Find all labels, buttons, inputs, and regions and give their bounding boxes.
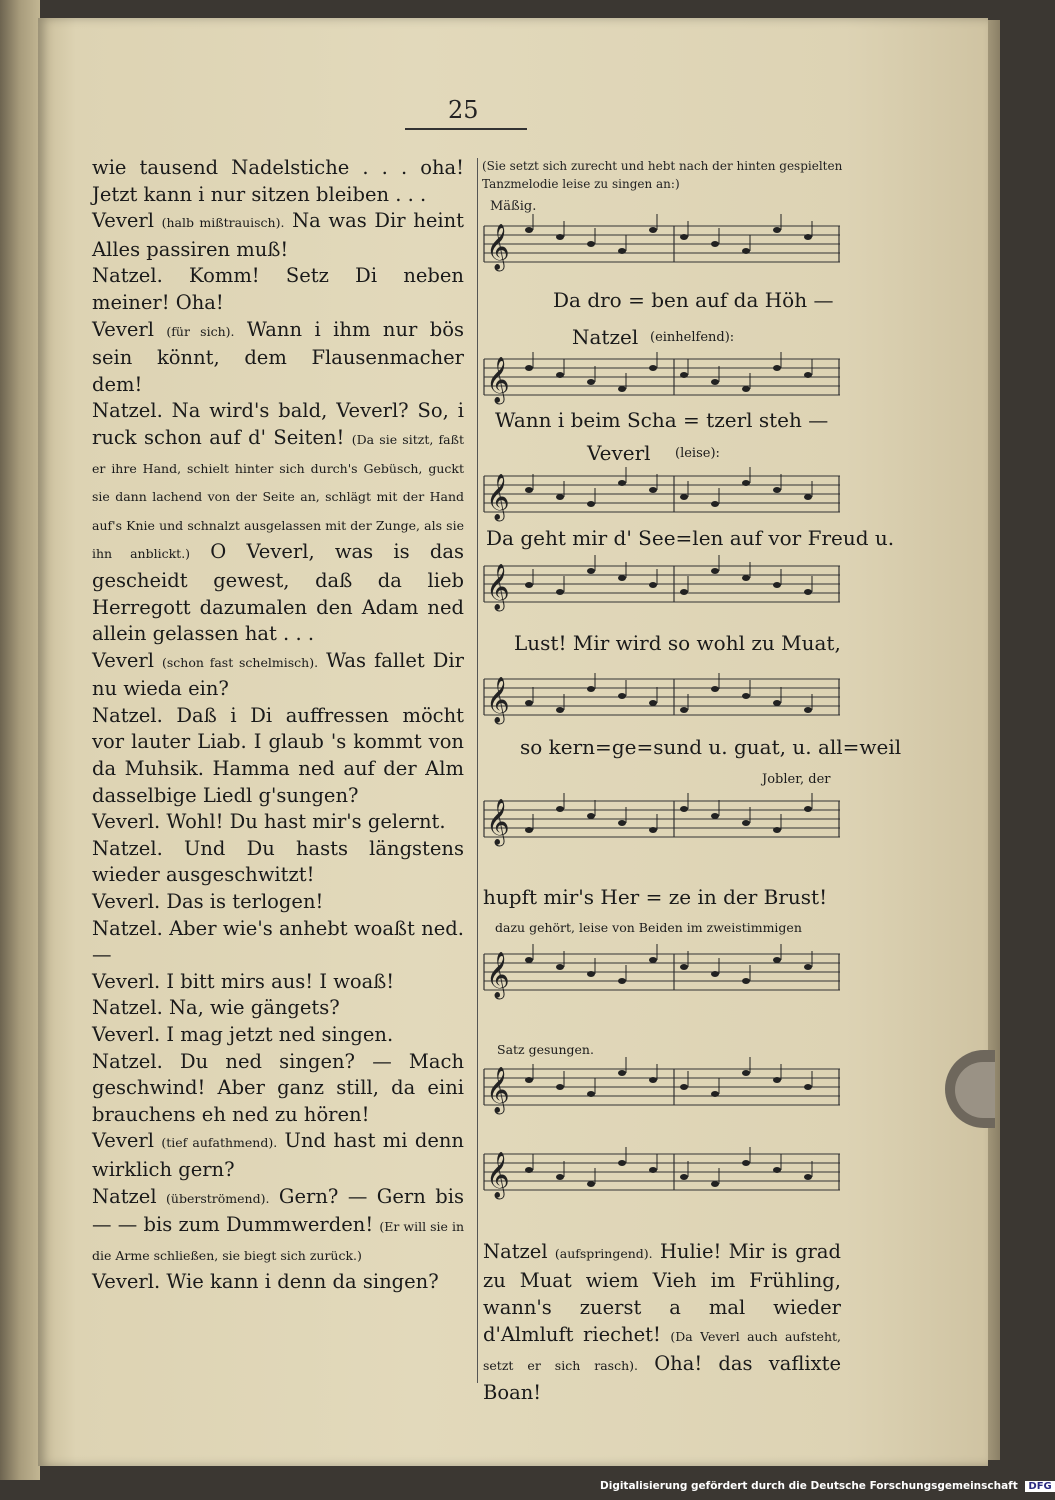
dialogue-text: Natzel. Na wird's bald, Veverl? So, i ruck schon auf d' Seiten! (92, 399, 464, 449)
left-paragraph (92, 1128, 464, 1183)
music-staff-8 (484, 1065, 840, 1113)
left-paragraph (92, 1049, 464, 1129)
left-paragraph (92, 208, 464, 263)
dialogue-text: Oha! das vaflixte Boan! (483, 1352, 841, 1404)
footer-credit (600, 1480, 1055, 1492)
svg-text:𝄞: 𝄞 (486, 677, 510, 723)
svg-text:𝄞: 𝄞 (486, 357, 510, 403)
stage-direction-satz: Satz gesungen. (497, 1042, 594, 1057)
dialogue-text: Veverl (92, 317, 167, 341)
footer-text: Digitalisierung gefördert durch die Deutsche Forschungsgemeinschaft (600, 1480, 1018, 1492)
closing-dialogue (483, 1238, 841, 1406)
svg-text:𝄞: 𝄞 (486, 799, 510, 845)
lyric-line-1: Da dro = ben auf da Höh — (553, 288, 834, 312)
dialogue-text: Veverl (92, 1129, 162, 1153)
stage-direction: (für sich). (166, 323, 235, 339)
left-paragraph (92, 809, 464, 836)
svg-text:𝄞: 𝄞 (486, 474, 510, 520)
dialogue-text: Und hast mi denn wirklich gern? (92, 1129, 464, 1181)
dialogue-text: Natzel. Na, wie gängets? (92, 996, 340, 1020)
stage-direction-leise: (leise): (675, 446, 720, 461)
dialogue-text: Na was Dir heint Alles passiren muß! (92, 209, 464, 261)
music-staff-5 (484, 675, 840, 723)
svg-text:𝄞: 𝄞 (486, 1152, 510, 1198)
book-gutter (0, 0, 40, 1480)
music-staff-1 (484, 222, 840, 270)
speaker-veverl: Veverl (587, 441, 651, 465)
dialogue-text: Veverl. Das is terlogen! (92, 890, 324, 914)
stage-direction: (überströmend). (166, 1190, 270, 1206)
stage-direction: (Da Veverl auch aufsteht, setzt er sich rasch). (483, 1329, 841, 1373)
page-number-rule (405, 128, 527, 130)
lyric-line-2: Wann i beim Scha = tzerl steh — (495, 408, 829, 432)
closing-paragraph (483, 1238, 841, 1406)
tempo-marking: Mäßig. (490, 199, 537, 214)
dialogue-text: Veverl. I mag jetzt ned singen. (92, 1023, 394, 1046)
dialogue-text: Veverl. Wohl! Du hast mir's gelernt. (92, 810, 446, 834)
dfg-logo: DFG (1025, 1481, 1054, 1492)
page-number: 25 (448, 96, 479, 124)
music-staff-4 (484, 562, 840, 610)
dialogue-text: Was fallet Dir nu wieda ein? (92, 648, 464, 701)
stage-direction: (Er will sie in die Arme schließen, sie biegt sich zurück.) (92, 1219, 465, 1263)
left-column-text (92, 155, 464, 1296)
dialogue-text: Wann i ihm nur bös sein könnt, dem Flausenmacher dem! (92, 317, 464, 396)
left-paragraph (92, 648, 464, 703)
stage-direction-intro: (Sie setzt sich zurecht und hebt nach der hinten gespielten Tanzmelodie leise zu singen an:) (482, 159, 843, 191)
stage-direction-einhelfend: (einhelfend): (650, 330, 735, 345)
speaker-natzel: Natzel (572, 325, 639, 349)
stage-direction-zweistimmig: dazu gehört, leise von Beiden im zweistimmigen (495, 920, 802, 935)
music-staff-7 (484, 950, 840, 998)
left-paragraph (92, 155, 464, 208)
stage-direction: (aufspringend). (554, 1246, 653, 1261)
stage-direction: (tief aufathmend). (161, 1135, 278, 1151)
dialogue-text: Natzel. Und Du hasts längstens wieder ausgeschwitzt! (92, 836, 464, 887)
svg-text:𝄞: 𝄞 (486, 564, 510, 610)
stage-direction: (halb mißtrauisch). (161, 215, 285, 231)
left-paragraph (92, 317, 464, 399)
svg-text:𝄞: 𝄞 (486, 1067, 510, 1113)
dialogue-text: Gern? — Gern bis — — bis zum Dummwerden! (92, 1184, 464, 1237)
dialogue-text: wie tausend Nadelstiche . . . oha! Jetzt kann i nur sitzen bleiben . . . (92, 156, 464, 206)
left-paragraph (92, 916, 464, 969)
left-paragraph (92, 1269, 464, 1296)
svg-text:𝄞: 𝄞 (486, 952, 510, 998)
dialogue-text: Hulie! Mir is grad zu Muat wiem Vieh im Frühling, wann's zuerst a mal wieder d'Almluft riechet! (483, 1240, 841, 1346)
left-paragraph (92, 703, 464, 809)
music-staff-6 (484, 797, 840, 845)
left-paragraph (92, 1022, 464, 1049)
dialogue-text: Veverl (92, 209, 162, 233)
stage-direction: (Da sie sitzt, faßt er ihre Hand, schielt hinter sich durch's Gebüsch, guckt sie dann lachend von der Seite an, schlägt mit der Hand auf's Knie und schnalzt ausgelassen mit der Zunge, als sie ihn anblickt.) (92, 431, 464, 562)
music-staff-9 (484, 1150, 840, 1198)
column-divider (477, 158, 478, 1383)
stage-direction-jobler: Jobler, der (762, 772, 831, 787)
left-paragraph (92, 836, 464, 889)
music-staff-2 (484, 355, 840, 403)
lyric-line-6: hupft mir's Her = ze in der Brust! (483, 885, 828, 909)
left-paragraph (92, 398, 464, 647)
left-paragraph (92, 969, 464, 996)
stage-direction: (schon fast schelmisch). (161, 654, 319, 670)
left-paragraph (92, 263, 464, 316)
dialogue-text: Natzel (92, 1184, 167, 1208)
dialogue-text: Natzel. Daß i Di auffressen möcht vor lauter Liab. I glaub 's kommt von da Muhsik. Hamma ned auf der Alm dasselbige Liedl g'sungen? (92, 703, 464, 807)
lyric-line-5: so kern=ge=sund u. guat, u. all=weil (520, 735, 902, 759)
dialogue-text: Natzel. Aber wie's anhebt woaßt ned. — (92, 916, 464, 967)
svg-text:𝄞: 𝄞 (486, 224, 510, 270)
music-staff-3 (484, 472, 840, 520)
left-paragraph (92, 1184, 464, 1270)
lyric-line-3: Da geht mir d' See=len auf vor Freud u. (486, 526, 895, 550)
left-paragraph (92, 995, 464, 1022)
left-paragraph (92, 889, 464, 916)
dialogue-text: Veverl. I bitt mirs aus! I woaß! (92, 969, 395, 993)
dialogue-text: Veverl (92, 648, 162, 672)
dialogue-text: Natzel. Komm! Setz Di neben meiner! Oha! (92, 264, 464, 314)
dialogue-text: Natzel (483, 1240, 555, 1263)
dialogue-text: Veverl. Wie kann i denn da singen? (92, 1270, 439, 1294)
lyric-line-4: Lust! Mir wird so wohl zu Muat, (514, 631, 841, 655)
dialogue-text: Natzel. Du ned singen? — Mach geschwind! Aber ganz still, da eini brauchens eh ned zu hören! (92, 1049, 464, 1126)
dialogue-text: O Veverl, was is das gescheidt gewest, daß da lieb Herregott dazumalen den Adam ned allein gelassen hat . . . (92, 540, 465, 646)
